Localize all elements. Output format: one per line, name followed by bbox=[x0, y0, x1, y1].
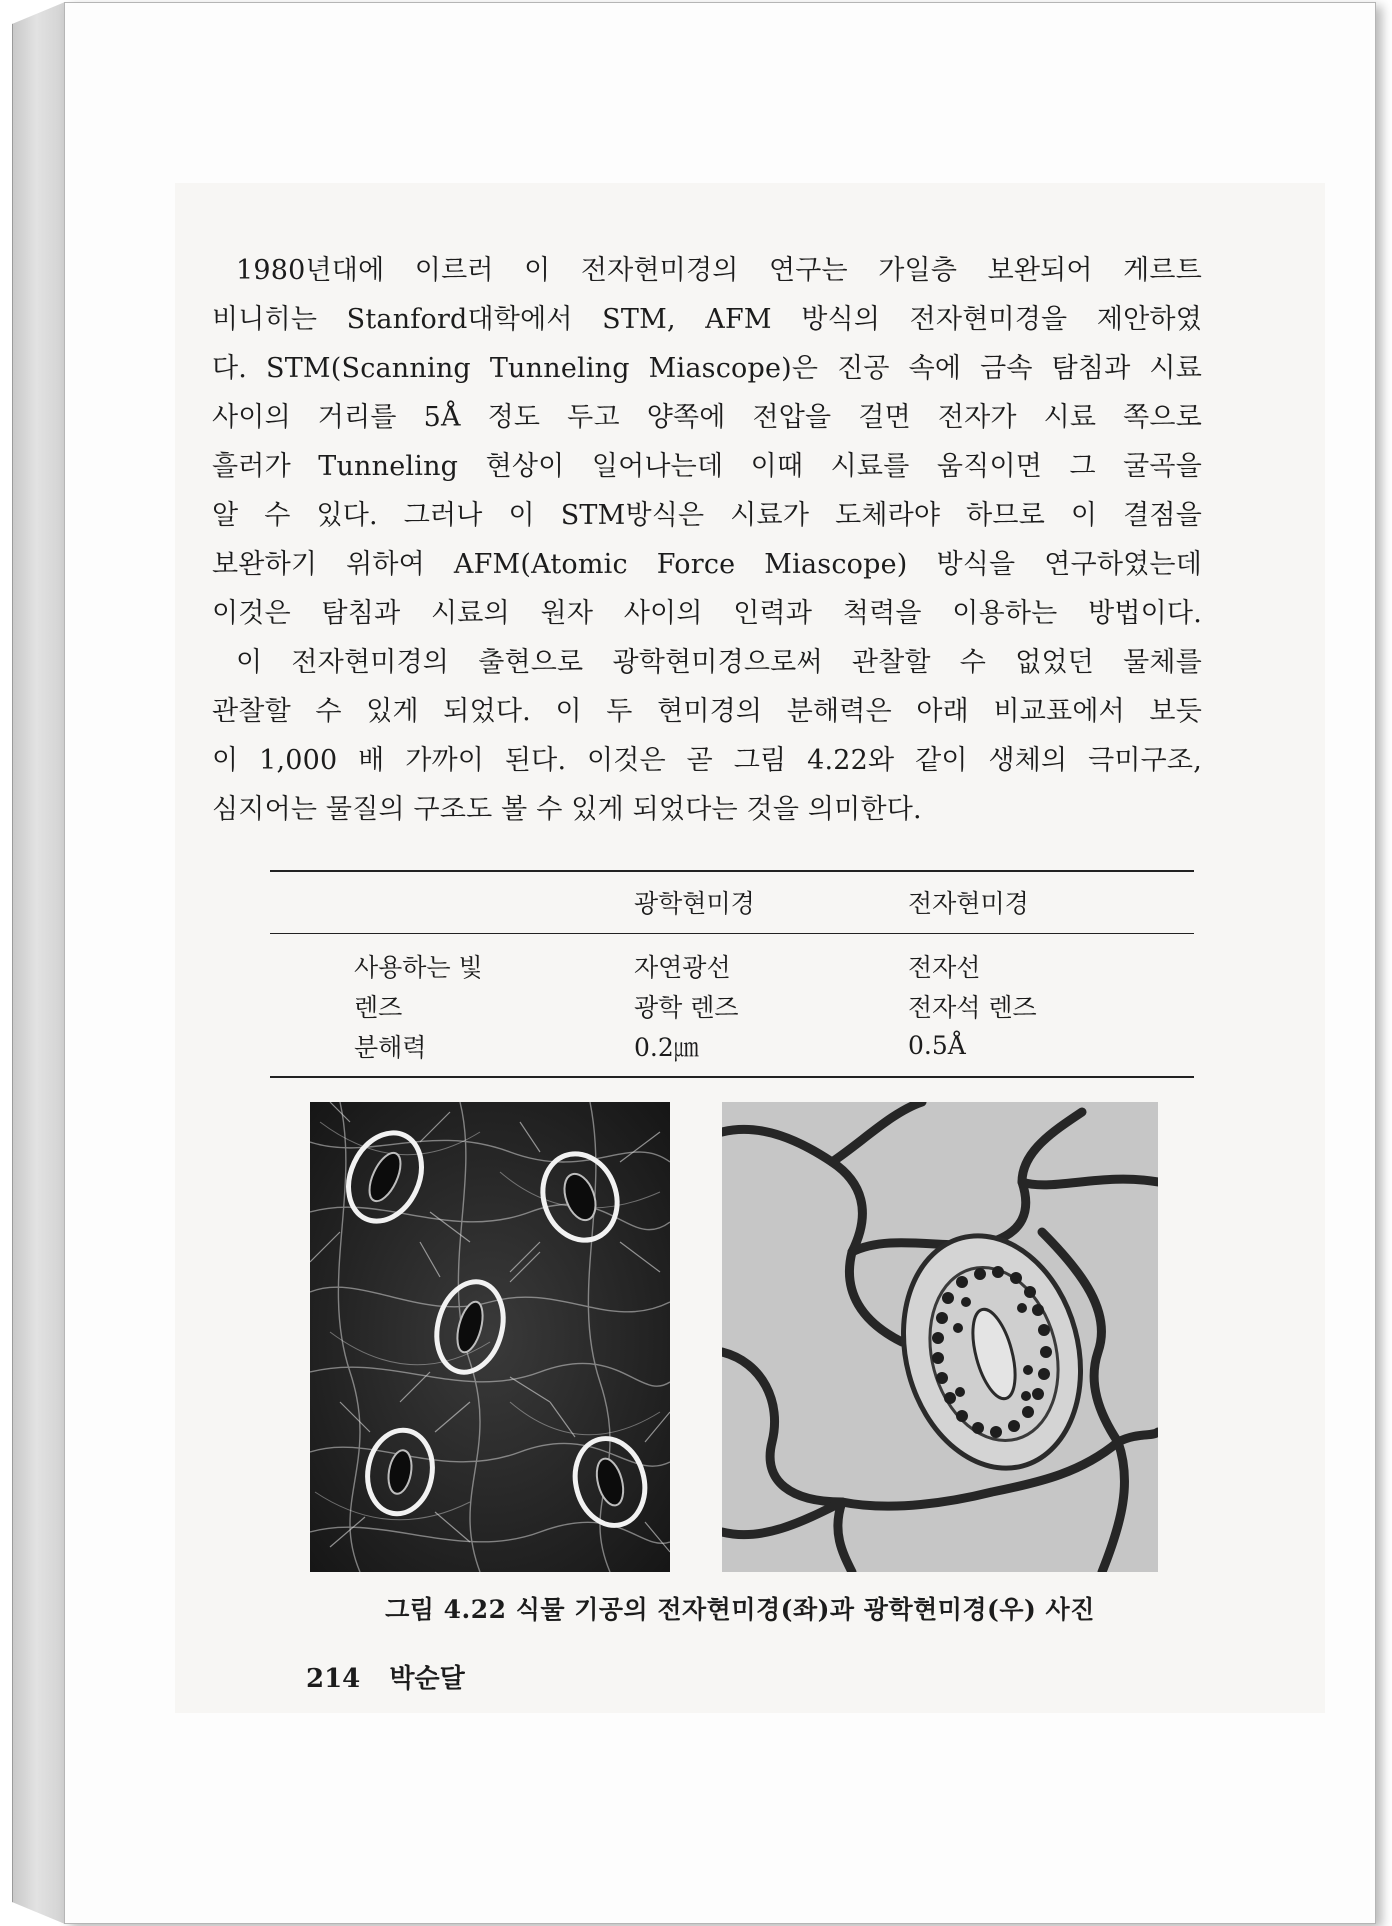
optical-micrograph-image bbox=[722, 1102, 1158, 1572]
text-line: 1980년대에 이르러 이 전자현미경의 연구는 가일층 보완되어 게르트 bbox=[236, 255, 1202, 286]
table-cell: 광학 렌즈 bbox=[634, 992, 739, 1022]
text-line: 보완하기 위하여 AFM(Atomic Force Miascope) 방식을 연구하였는데 bbox=[212, 549, 1202, 580]
microscope-comparison-table bbox=[270, 870, 1194, 1078]
page-footer bbox=[306, 1658, 465, 1695]
text-line: 사이의 거리를 5Å 정도 두고 양쪽에 전압을 걸면 전자가 시료 쪽으로 bbox=[212, 402, 1202, 433]
body-text bbox=[212, 246, 1202, 834]
text-line: 비니히는 Stanford대학에서 STM, AFM 방식의 전자현미경을 제안하였 bbox=[212, 304, 1202, 335]
table-row bbox=[270, 1028, 1194, 1077]
text-line: 다. STM(Scanning Tunneling Miascope)은 진공 속에 금속 탐침과 시료 bbox=[212, 353, 1202, 384]
text-line: 관찰할 수 있게 되었다. 이 두 현미경의 분해력은 아래 비교표에서 보듯 bbox=[212, 696, 1202, 727]
paragraph-2 bbox=[212, 638, 1202, 834]
table-cell: 분해력 bbox=[270, 1028, 634, 1077]
text-line: 이 전자현미경의 출현으로 광학현미경으로써 관찰할 수 없었던 물체를 bbox=[236, 647, 1202, 678]
stomata-electron-photo bbox=[310, 1102, 670, 1572]
table-header-electron: 전자현미경 bbox=[908, 871, 1194, 933]
page-number: 214 bbox=[306, 1664, 361, 1694]
text-line: 심지어는 물질의 구조도 볼 수 있게 되었다는 것을 의미한다. bbox=[212, 794, 922, 825]
book-spine bbox=[12, 2, 65, 1924]
table-header-row bbox=[270, 871, 1194, 933]
table-cell: 렌즈 bbox=[354, 992, 403, 1022]
table-header-optical: 광학현미경 bbox=[634, 871, 908, 933]
table-cell: 전자선 bbox=[908, 952, 981, 982]
text-line: 이 1,000 배 가까이 된다. 이것은 곧 그림 4.22와 같이 생체의 극미구조, bbox=[212, 745, 1202, 776]
text-line: 흘러가 Tunneling 현상이 일어나는데 이때 시료를 움직이면 그 굴곡을 bbox=[212, 451, 1202, 482]
figure-caption: 그림 4.22 식물 기공의 전자현미경(좌)과 광학현미경(우) 사진 bbox=[385, 1595, 1095, 1624]
table-cell: 사용하는 빛 bbox=[354, 952, 483, 982]
table-cell: 자연광선 bbox=[634, 952, 731, 982]
table-row bbox=[270, 933, 1194, 984]
electron-micrograph-image bbox=[310, 1102, 670, 1572]
table-header-cell bbox=[270, 871, 634, 933]
table-cell: 0.5Å bbox=[908, 1028, 1194, 1077]
stomata-optical-photo bbox=[722, 1102, 1158, 1572]
paragraph-1 bbox=[212, 246, 1202, 638]
table-cell: 0.2㎛ bbox=[634, 1028, 908, 1077]
table-row bbox=[270, 984, 1194, 1028]
text-line: 알 수 있다. 그러나 이 STM방식은 시료가 도체라야 하므로 이 결점을 bbox=[212, 500, 1202, 531]
text-line: 이것은 탐침과 시료의 원자 사이의 인력과 척력을 이용하는 방법이다. bbox=[212, 598, 1202, 629]
table-cell: 전자석 렌즈 bbox=[908, 992, 1037, 1022]
author-name: 박순달 bbox=[389, 1664, 465, 1694]
